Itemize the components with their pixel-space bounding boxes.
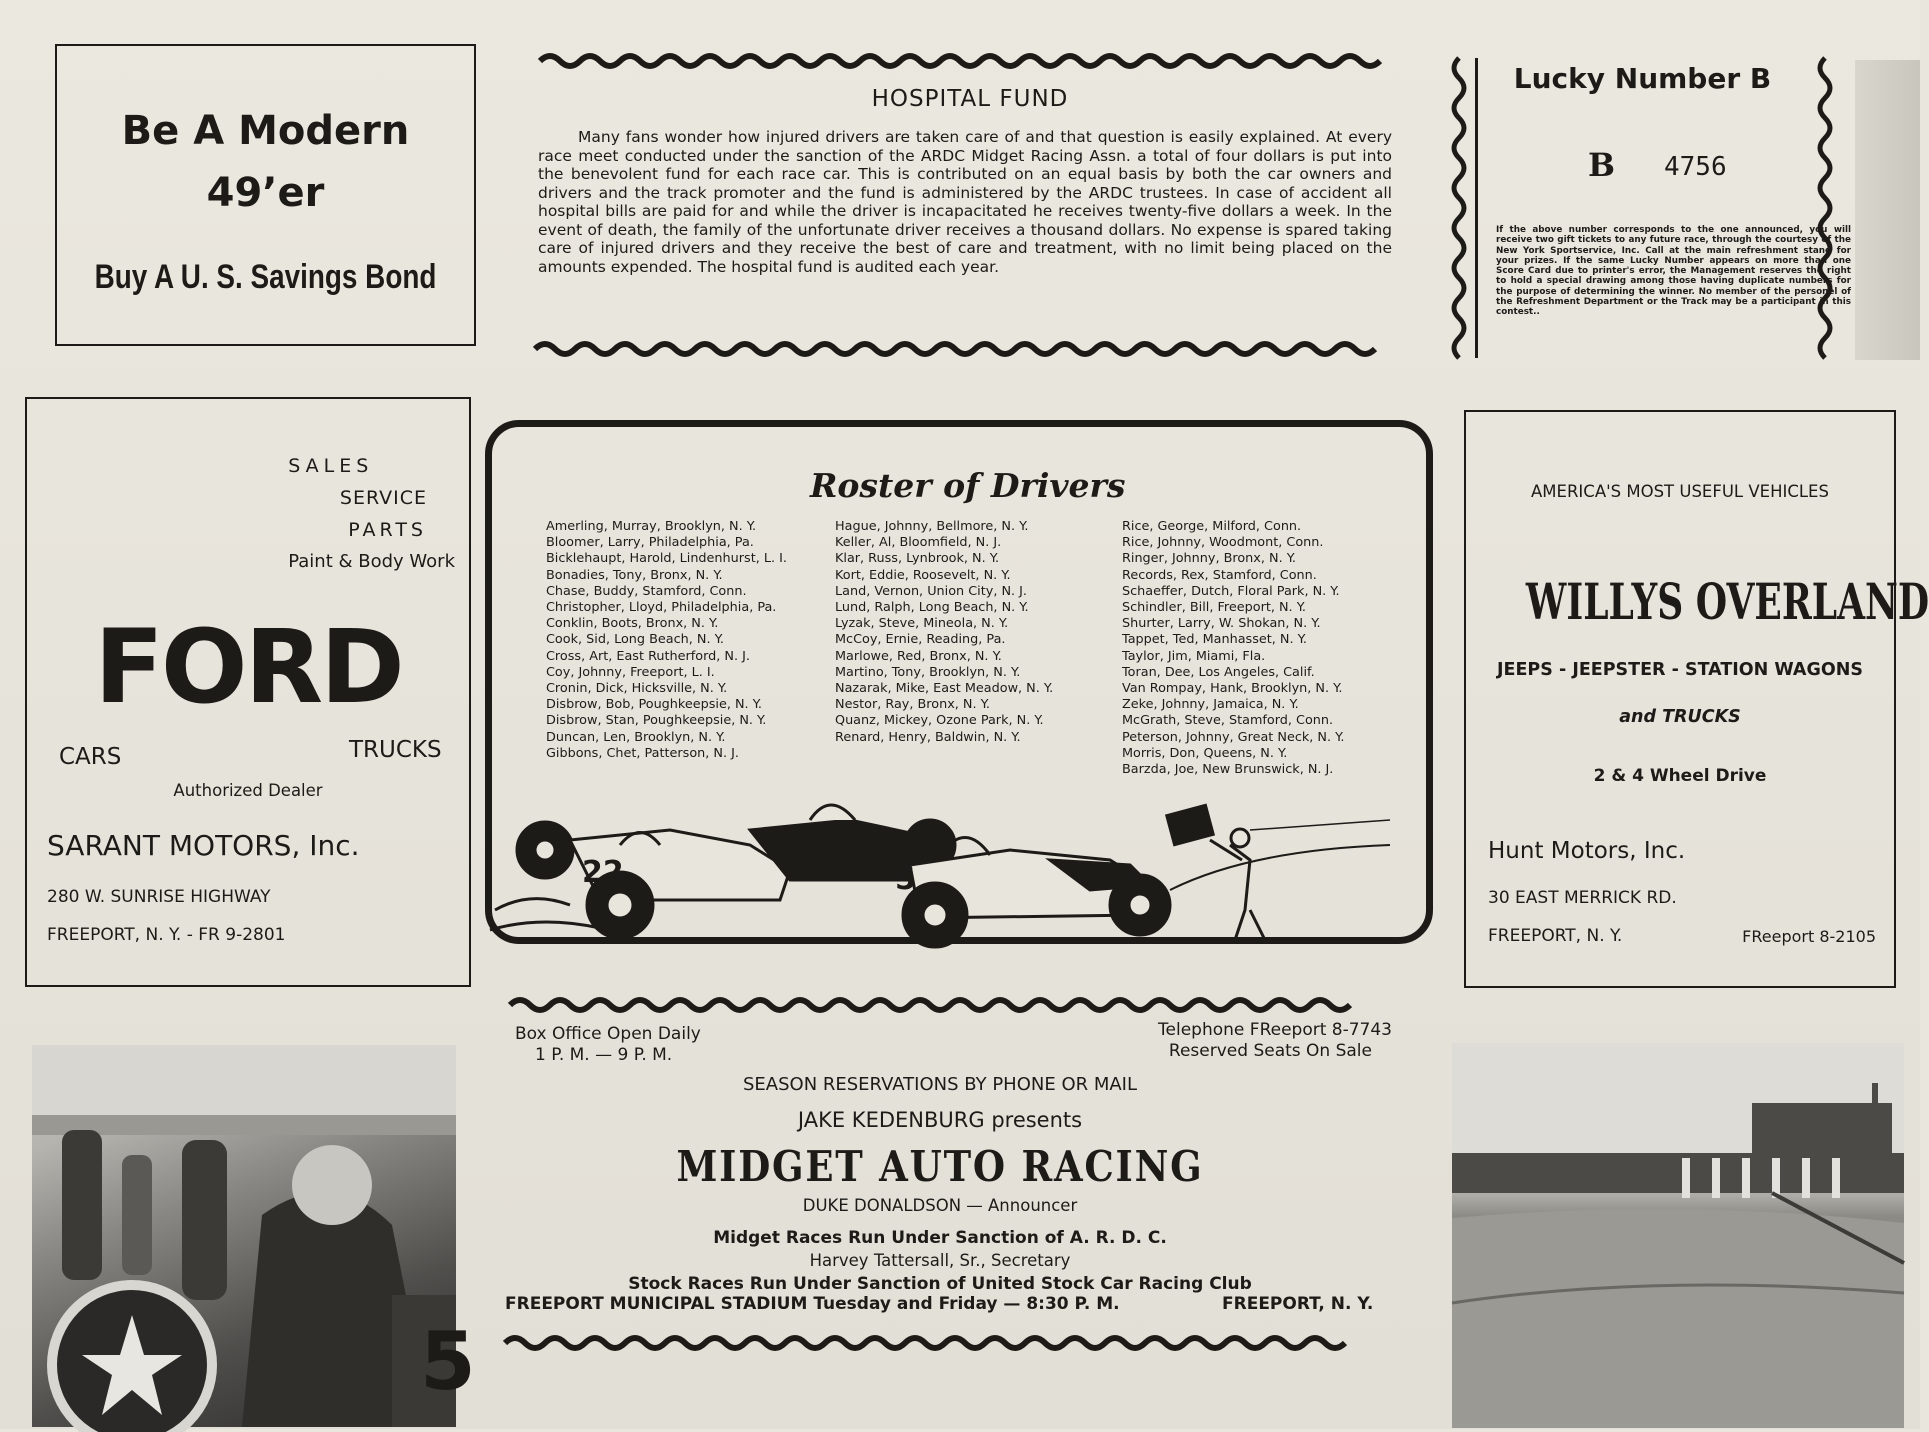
willys-tagline: AMERICA'S MOST USEFUL VEHICLES	[1531, 482, 1829, 501]
lucky-number-title: Lucky Number B	[1513, 62, 1772, 95]
ford-service-sales: SALES	[288, 455, 374, 477]
savings-bond-ad	[55, 44, 476, 346]
roster-entry: Amerling, Murray, Brooklyn, N. Y.	[546, 519, 757, 534]
roster-entry: Keller, Al, Bloomfield, N. J.	[835, 535, 1002, 551]
lucky-left-wavy-border	[1448, 58, 1470, 358]
roster-entry: Nazarak, Mike, East Meadow, N. Y.	[835, 681, 1054, 697]
event-top-wavy-rule	[510, 994, 1370, 1016]
lucky-number-value: 4756	[1664, 152, 1727, 182]
ford-service-service: SERVICE	[339, 487, 427, 509]
bond-line-3: Buy A U. S. Savings Bond	[94, 258, 437, 296]
lucky-number-fine-print: If the above number corresponds to the one announced, you will receive two gift tickets to any future race, through the courtesy of the New York Sportservice, Inc. Call at the main refreshment stand for your prizes. If the same Lucky Number appears on more than one Score Card due to printer's error, the Management reserves the right to hold a special drawing among those having duplicate numbers for the purpose of determining the winner. No member of the personel of the Refreshment Department or the Track may be a participant in this contest..	[1496, 225, 1851, 318]
ford-dealer-ad	[25, 397, 471, 987]
ford-brand: FORD	[94, 608, 402, 727]
stock-sanction: Stock Races Run Under Sanction of United Stock Car Racing Club	[628, 1274, 1252, 1294]
box-office-hours: 1 P. M. — 9 P. M.	[535, 1045, 673, 1065]
telephone-label: Telephone FReeport 8-7743	[1158, 1020, 1392, 1040]
stadium-scene	[1452, 1043, 1904, 1428]
willys-models: JEEPS - JEEPSTER - STATION WAGONS	[1497, 660, 1863, 680]
roster-column-2	[835, 519, 1053, 746]
roster-entry: McCoy, Ernie, Reading, Pa.	[835, 632, 1006, 648]
venue-line: FREEPORT MUNICIPAL STADIUM Tuesday and Friday — 8:30 P. M.	[505, 1294, 1120, 1314]
roster-entry: Land, Vernon, Union City, N. J.	[835, 583, 1028, 599]
willys-drive: 2 & 4 Wheel Drive	[1593, 766, 1767, 786]
race-cars-illustration	[490, 790, 1420, 950]
roster-entry: Rice, George, Milford, Conn.	[1122, 519, 1302, 534]
roster-entry: Disbrow, Stan, Poughkeepsie, N. Y.	[546, 713, 767, 729]
venue-city: FREEPORT, N. Y.	[1222, 1294, 1374, 1314]
roster-entry: Christopher, Lloyd, Philadelphia, Pa.	[546, 600, 777, 616]
roster-entry: Peterson, Johnny, Great Neck, N. Y.	[1122, 729, 1345, 745]
roster-entry: Lyzak, Steve, Mineola, N. Y.	[835, 616, 1009, 632]
hospital-fund-title: HOSPITAL FUND	[871, 86, 1069, 112]
reserved-seats: Reserved Seats On Sale	[1168, 1041, 1372, 1061]
willys-dealer-name: Hunt Motors, Inc.	[1488, 838, 1686, 864]
roster-entry: Disbrow, Bob, Poughkeepsie, N. Y.	[546, 697, 762, 713]
roster-entry: Toran, Dee, Los Angeles, Calif.	[1122, 664, 1315, 680]
announcer: DUKE DONALDSON — Announcer	[802, 1196, 1078, 1215]
car-number-5: 5	[895, 862, 916, 897]
roster-entry: Cross, Art, East Rutherford, N. J.	[546, 648, 750, 664]
roster-entry: Conklin, Boots, Bronx, N. Y.	[546, 616, 719, 632]
lucky-number-letter: B	[1588, 146, 1616, 184]
hospital-bottom-wavy-rule	[535, 338, 1395, 360]
willys-brand: WILLYS OVERLAND	[1525, 572, 1929, 631]
roster-entry: Nestor, Ray, Bronx, N. Y.	[835, 697, 990, 713]
roster-entry: Gibbons, Chet, Patterson, N. J.	[546, 745, 739, 761]
driver-photo-scene	[32, 1045, 456, 1427]
lucky-right-edge-shadow	[1855, 60, 1920, 360]
ford-trucks: TRUCKS	[349, 737, 442, 763]
bond-line-2: 49’er	[206, 170, 325, 216]
roster-entry: Van Rompay, Hank, Brooklyn, N. Y.	[1122, 681, 1343, 697]
roster-entry: Barzda, Joe, New Brunswick, N. J.	[1122, 762, 1334, 778]
roster-entry: Taylor, Jim, Miami, Fla.	[1122, 648, 1266, 664]
roster-entry: Ringer, Johnny, Bronx, N. Y.	[1122, 551, 1297, 567]
hospital-fund-body: Many fans wonder how injured drivers are taken care of and that question is easily explained. At every race meet conducted under the sanction of the ARDC Midget Racing Assn. a total of four dollars is put into the benevolent fund for each race car. This is contributed on an equal basis by both the car owners and drivers and the track promoter and the fund is administered by the ARDC trustees. In case of accident all hospital bills are paid for and while the driver is incapacitated he receives twenty-five dollars a week. In the event of death, the family of the unfortunate driver receives a thousand dollars. No expense is spared taking care of injured drivers and they receive the best of care and treatment, with no limit being placed on the amounts expended. The hospital fund is audited each year.	[538, 128, 1392, 276]
ford-services	[288, 455, 455, 583]
roster-entry: Kort, Eddie, Roosevelt, N. Y.	[835, 567, 1011, 583]
roster-entry: Records, Rex, Stamford, Conn.	[1122, 567, 1317, 583]
ford-dealer-name: SARANT MOTORS, Inc.	[47, 829, 360, 862]
roster-entry: Klar, Russ, Lynbrook, N. Y.	[835, 551, 1000, 567]
roster-column-3	[1122, 519, 1344, 778]
midget-sanction: Midget Races Run Under Sanction of A. R. D. C.	[713, 1228, 1167, 1248]
roster-entry: Marlowe, Red, Bronx, N. Y.	[835, 648, 1002, 664]
willys-dealer-ad	[1464, 410, 1929, 988]
roster-entry: Coy, Johnny, Freeport, L. I.	[546, 664, 715, 680]
bond-line-1: Be A Modern	[121, 108, 410, 154]
stadium-photo	[1452, 1043, 1904, 1428]
ford-cars: CARS	[59, 744, 122, 770]
roster-entry: Cook, Sid, Long Beach, N. Y.	[546, 632, 724, 648]
lucky-left-rule	[1475, 58, 1478, 358]
roster-entry: Hague, Johnny, Bellmore, N. Y.	[835, 519, 1029, 534]
ford-service-parts: PARTS	[348, 519, 427, 541]
roster-entry: Chase, Buddy, Stamford, Conn.	[546, 583, 747, 599]
photo-car-number: 5	[420, 1315, 476, 1408]
roster-entry: Bonadies, Tony, Bronx, N. Y.	[546, 567, 723, 583]
willys-address: 30 EAST MERRICK RD.	[1488, 888, 1677, 908]
willys-trucks: and TRUCKS	[1619, 707, 1741, 727]
roster-entry: McGrath, Steve, Stamford, Conn.	[1122, 713, 1334, 729]
top-wavy-rule	[540, 50, 1400, 72]
roster-entry: Lund, Ralph, Long Beach, N. Y.	[835, 600, 1029, 616]
roster-entry: Shurter, Larry, W. Shokan, N. Y.	[1122, 616, 1321, 632]
presenter: JAKE KEDENBURG presents	[797, 1108, 1083, 1132]
roster-column-1	[546, 519, 787, 762]
roster-entry: Martino, Tony, Brooklyn, N. Y.	[835, 664, 1021, 680]
roster-entry: Tappet, Ted, Manhasset, N. Y.	[1122, 632, 1307, 648]
ford-service-paint: Paint & Body Work	[288, 551, 455, 572]
ford-authorized: Authorized Dealer	[173, 781, 323, 800]
season-reservations: SEASON RESERVATIONS BY PHONE OR MAIL	[742, 1074, 1138, 1095]
car-number-22: 22	[582, 855, 624, 890]
secretary: Harvey Tattersall, Sr., Secretary	[809, 1251, 1071, 1270]
ford-city-phone: FREEPORT, N. Y. - FR 9-2801	[47, 925, 286, 945]
driver-photo	[32, 1045, 476, 1427]
ford-address: 280 W. SUNRISE HIGHWAY	[47, 887, 271, 907]
roster-entry: Bicklehaupt, Harold, Lindenhurst, L. I.	[546, 551, 787, 567]
event-headline: MIDGET AUTO RACING	[676, 1142, 1204, 1191]
roster-entry: Cronin, Dick, Hicksville, N. Y.	[546, 681, 728, 697]
roster-entry: Bloomer, Larry, Philadelphia, Pa.	[546, 535, 754, 551]
roster-entry: Zeke, Johnny, Jamaica, N. Y.	[1122, 697, 1299, 713]
box-office-label: Box Office Open Daily	[515, 1024, 701, 1044]
roster-title: Roster of Drivers	[810, 466, 1126, 505]
roster-entry: Duncan, Len, Brooklyn, N. Y.	[546, 729, 726, 745]
roster-entry: Schaeffer, Dutch, Floral Park, N. Y.	[1122, 583, 1340, 599]
roster-entry: Morris, Don, Queens, N. Y.	[1122, 745, 1288, 761]
roster-entry: Schindler, Bill, Freeport, N. Y.	[1122, 600, 1306, 616]
willys-city: FREEPORT, N. Y.	[1488, 926, 1623, 946]
roster-entry: Renard, Henry, Baldwin, N. Y.	[835, 729, 1021, 745]
willys-phone: FReeport 8-2105	[1742, 927, 1876, 946]
event-bottom-wavy-rule	[505, 1332, 1365, 1354]
roster-entry: Quanz, Mickey, Ozone Park, N. Y.	[835, 713, 1044, 729]
roster-entry: Rice, Johnny, Woodmont, Conn.	[1122, 535, 1324, 551]
